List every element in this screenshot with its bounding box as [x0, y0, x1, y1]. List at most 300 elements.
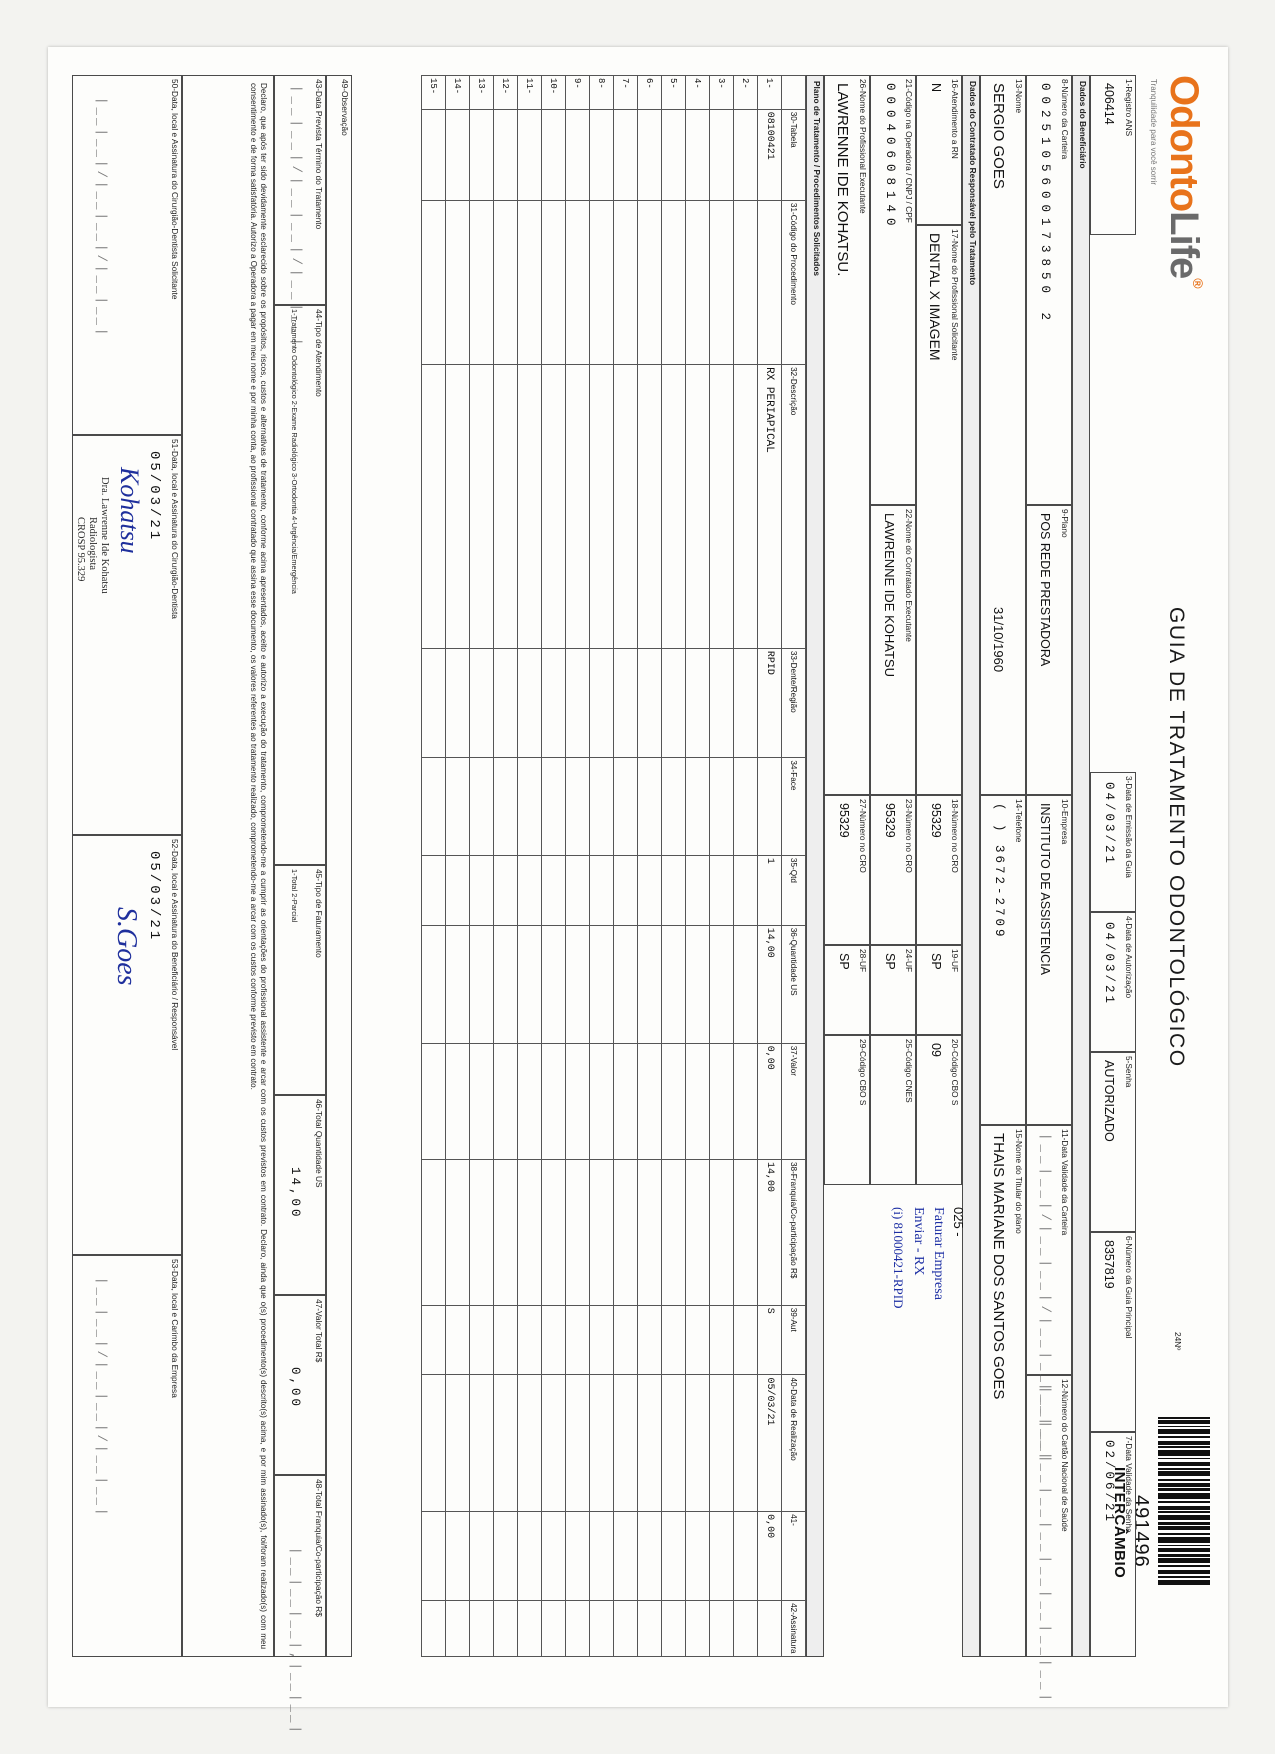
label-contratado-executante: 22-Nome do Contratado Executante [903, 509, 914, 642]
cell-franquia[interactable] [517, 1159, 541, 1305]
cell-motivo[interactable] [589, 1512, 613, 1601]
cell-aut[interactable] [469, 1305, 493, 1375]
header-cell: 34-Face [781, 758, 805, 856]
signature-dentista: Kohatsu [114, 467, 144, 554]
cell-tabela[interactable] [541, 109, 565, 200]
cell-tabela[interactable] [517, 109, 541, 200]
table-row[interactable] [661, 76, 685, 1657]
cell-codigo[interactable] [517, 200, 541, 364]
cell-data[interactable]: 05/03/21 [757, 1375, 781, 1512]
cell-data[interactable] [661, 1375, 685, 1512]
cell-dente[interactable] [613, 648, 637, 758]
cell-qtus[interactable] [661, 925, 685, 1043]
cell-sig[interactable] [685, 1601, 709, 1657]
value-uf-solicitante: SP [928, 953, 943, 970]
cell-sig[interactable] [589, 1601, 613, 1657]
label-registro-ans: 1-Registro ANS [1123, 79, 1134, 137]
cell-valor[interactable]: 0,00 [757, 1043, 781, 1159]
label-senha: 5-Senha [1123, 1056, 1134, 1088]
value-data-prevista-termino: |__|__|/|__|__|/|__|__| [288, 85, 303, 350]
value-cro-solicitante: 95329 [928, 803, 943, 838]
cell-qtd[interactable] [565, 855, 589, 925]
cell-sig[interactable] [733, 1601, 757, 1657]
cell-face[interactable] [493, 758, 517, 856]
section-contratado-label: Dados do Contratado Responsável pelo Tratamento [967, 81, 978, 286]
table-row[interactable] [541, 76, 565, 1657]
cell-data[interactable] [493, 1375, 517, 1512]
cell-tabela[interactable] [733, 109, 757, 200]
cell-sig[interactable] [469, 1601, 493, 1657]
section-contratado [962, 75, 980, 1657]
cell-qtd[interactable] [637, 855, 661, 925]
cell-dente[interactable] [733, 648, 757, 758]
cell-sig[interactable] [517, 1601, 541, 1657]
cell-data[interactable] [565, 1375, 589, 1512]
cell-tabela[interactable] [589, 109, 613, 200]
table-header-row [781, 76, 805, 1657]
label-telefone: 14-Telefone [1013, 799, 1024, 843]
label-cbo-solicitante: 20-Código CBO S [949, 1039, 960, 1106]
cell-valor[interactable] [517, 1043, 541, 1159]
cell-franquia[interactable] [541, 1159, 565, 1305]
row-index: 9- [565, 76, 589, 110]
cell-codigo[interactable] [493, 200, 517, 364]
cell-sig[interactable] [541, 1601, 565, 1657]
cell-motivo[interactable] [733, 1512, 757, 1601]
cell-dente[interactable] [589, 648, 613, 758]
cell-tabela[interactable] [469, 109, 493, 200]
cell-aut[interactable] [709, 1305, 733, 1375]
stamp-dentista-cro: CROSP 95.329 [74, 517, 86, 582]
cell-descricao[interactable] [541, 365, 565, 649]
cell-valor[interactable] [613, 1043, 637, 1159]
label-cro-prof-executante: 27-Número no CRO [857, 799, 868, 873]
header-cell: 39-Aut [781, 1305, 805, 1375]
cell-sig[interactable] [709, 1601, 733, 1657]
cell-franquia[interactable] [469, 1159, 493, 1305]
cell-qtus[interactable] [637, 925, 661, 1043]
row-index: 1- [757, 76, 781, 110]
cell-franquia[interactable] [421, 1159, 445, 1305]
cell-descricao[interactable] [445, 365, 469, 649]
cell-sig[interactable] [493, 1601, 517, 1657]
table-row[interactable] [517, 76, 541, 1657]
value-total-quantidade-us: 14,00 [287, 1167, 302, 1220]
cell-qtus[interactable] [421, 925, 445, 1043]
value-validade-senha: 02/06/21 [1101, 1440, 1116, 1525]
value-empresa: INSTITUTO DE ASSISTENCIA [1037, 803, 1052, 976]
cell-face[interactable] [517, 758, 541, 856]
cell-tabela[interactable] [709, 109, 733, 200]
field-assinatura-solicitante[interactable] [72, 75, 182, 435]
cell-descricao[interactable]: RX PERIAPICAL [757, 365, 781, 649]
table-row[interactable] [589, 76, 613, 1657]
row-index: 14- [445, 76, 469, 110]
cell-data[interactable] [589, 1375, 613, 1512]
cell-tabela[interactable] [421, 109, 445, 200]
label-plano: 9-Plano [1059, 509, 1070, 538]
cell-data[interactable] [517, 1375, 541, 1512]
cell-sig[interactable] [421, 1601, 445, 1657]
cell-qtus[interactable]: 14,00 [757, 925, 781, 1043]
cell-qtus[interactable] [709, 925, 733, 1043]
cell-aut[interactable] [517, 1305, 541, 1375]
cell-tabela[interactable] [565, 109, 589, 200]
row-index: 4- [685, 76, 709, 110]
cell-aut[interactable] [493, 1305, 517, 1375]
label-uf-prof-executante: 28-UF [857, 949, 868, 973]
cell-valor[interactable] [685, 1043, 709, 1159]
cell-descricao[interactable] [565, 365, 589, 649]
cell-qtd[interactable] [733, 855, 757, 925]
cell-sig[interactable] [445, 1601, 469, 1657]
cell-motivo[interactable] [685, 1512, 709, 1601]
value-profissional-solicitante: DENTAL X IMAGEM [926, 233, 943, 361]
cell-franquia[interactable] [445, 1159, 469, 1305]
cell-qtd[interactable] [709, 855, 733, 925]
cell-valor[interactable] [445, 1043, 469, 1159]
table-row[interactable] [685, 76, 709, 1657]
section-beneficiario [1072, 75, 1090, 1657]
label-numero-carteira: 8-Número da Carteira [1059, 79, 1070, 160]
cell-codigo[interactable] [541, 200, 565, 364]
cell-qtd[interactable] [517, 855, 541, 925]
label-nome-titular: 15-Nome do Titular do plano [1013, 1129, 1024, 1234]
label-total-franquia: 48-Total Franquia/Co-participação R$ [313, 1479, 324, 1617]
cell-tabela[interactable] [613, 109, 637, 200]
value-data-beneficiario: 05/03/21 [145, 851, 162, 943]
value-data-solicitante: |__|__|/|__|__|/|__|__| [93, 97, 108, 339]
cell-dente[interactable] [541, 648, 565, 758]
label-total-quantidade-us: 46-Total Quantidade US [313, 1099, 324, 1188]
cell-valor[interactable] [661, 1043, 685, 1159]
cell-face[interactable] [685, 758, 709, 856]
cell-dente[interactable] [421, 648, 445, 758]
header-cell: 37-Valor [781, 1043, 805, 1159]
cell-codigo[interactable] [757, 200, 781, 364]
label-atendimento-rn: 16-Atendimento a RN [949, 79, 960, 159]
header-cell: 40-Data de Realização [781, 1375, 805, 1512]
cell-qtd[interactable] [469, 855, 493, 925]
value-data-dentista: 05/03/21 [145, 451, 162, 543]
cell-qtus[interactable] [541, 925, 565, 1043]
cell-franquia[interactable] [661, 1159, 685, 1305]
cell-face[interactable] [757, 758, 781, 856]
form-version: 24Nº [1172, 1332, 1183, 1351]
label-carimbo-empresa: 53-Data, local e Carimbo da Empresa [169, 1259, 180, 1398]
cell-descricao[interactable] [469, 365, 493, 649]
cell-face[interactable] [613, 758, 637, 856]
section-plano-tratamento-label: Plano de Tratamento / Procedimentos Solicitados [811, 81, 822, 277]
value-uf-prof-executante: SP [836, 953, 851, 970]
cell-descricao[interactable] [421, 365, 445, 649]
options-tipo-atendimento: 1-Tratamento Odontológico 2-Exame Radiológico 3-Ortodontia 4-Urgência/Emergência [289, 309, 299, 594]
cell-codigo[interactable] [685, 200, 709, 364]
cell-dente[interactable] [517, 648, 541, 758]
value-valor-total: 0,00 [287, 1367, 302, 1410]
brand-logo [1161, 75, 1206, 288]
cell-codigo[interactable] [469, 200, 493, 364]
table-row[interactable] [493, 76, 517, 1657]
cell-aut[interactable] [541, 1305, 565, 1375]
cell-motivo[interactable] [445, 1512, 469, 1601]
cell-tabela[interactable]: 08100421 [757, 109, 781, 200]
cell-descricao[interactable] [637, 365, 661, 649]
cell-tabela[interactable] [661, 109, 685, 200]
cell-data[interactable] [733, 1375, 757, 1512]
cell-codigo[interactable] [709, 200, 733, 364]
cell-dente[interactable] [565, 648, 589, 758]
cell-aut[interactable] [565, 1305, 589, 1375]
cell-qtd[interactable]: 1 [757, 855, 781, 925]
cell-dente[interactable] [445, 648, 469, 758]
cell-qtd[interactable] [661, 855, 685, 925]
row-index: 6- [637, 76, 661, 110]
cell-aut[interactable] [733, 1305, 757, 1375]
cell-face[interactable] [661, 758, 685, 856]
cell-data[interactable] [637, 1375, 661, 1512]
label-profissional-solicitante: 17-Nome do Profissional Solicitante [949, 229, 960, 361]
cell-codigo[interactable] [661, 200, 685, 364]
table-row[interactable] [469, 76, 493, 1657]
cell-qtus[interactable] [517, 925, 541, 1043]
cell-motivo[interactable] [637, 1512, 661, 1601]
cell-aut[interactable] [613, 1305, 637, 1375]
row-index: 13- [469, 76, 493, 110]
cell-face[interactable] [541, 758, 565, 856]
cell-codigo[interactable] [421, 200, 445, 364]
cell-motivo[interactable] [565, 1512, 589, 1601]
cell-face[interactable] [445, 758, 469, 856]
cell-face[interactable] [733, 758, 757, 856]
cell-tabela[interactable] [445, 109, 469, 200]
cell-dente[interactable] [709, 648, 733, 758]
cell-aut[interactable] [661, 1305, 685, 1375]
cell-motivo[interactable] [469, 1512, 493, 1601]
cell-data[interactable] [421, 1375, 445, 1512]
field-assinatura-beneficiario[interactable] [72, 835, 182, 1255]
cell-motivo[interactable] [661, 1512, 685, 1601]
cell-data[interactable] [685, 1375, 709, 1512]
row-index: 7- [613, 76, 637, 110]
annotation-line-3: (i) 81000421-RPID [890, 1207, 906, 1309]
stamp-dentista-name: Dra. Lawrenne Ide Kohatsu [98, 477, 110, 594]
cell-motivo[interactable]: 0,00 [757, 1512, 781, 1601]
header-cell: 36-Quantidade US [781, 925, 805, 1043]
table-row[interactable] [637, 76, 661, 1657]
cell-sig[interactable] [661, 1601, 685, 1657]
stamp-dentista-spec: Radiologista [86, 517, 98, 571]
cell-sig[interactable] [757, 1601, 781, 1657]
cell-dente[interactable] [661, 648, 685, 758]
cell-descricao[interactable] [661, 365, 685, 649]
cell-franquia[interactable] [613, 1159, 637, 1305]
field-carimbo-empresa[interactable] [72, 1255, 182, 1657]
cell-codigo[interactable] [445, 200, 469, 364]
cell-motivo[interactable] [421, 1512, 445, 1601]
label-profissional-executante: 26-Nome do Profissional Executante [857, 79, 868, 214]
value-nome-titular: THAIS MARIANE DOS SANTOS GOES [989, 1133, 1007, 1400]
cell-dente[interactable] [637, 648, 661, 758]
cell-valor[interactable] [421, 1043, 445, 1159]
cell-valor[interactable] [589, 1043, 613, 1159]
cell-qtus[interactable] [493, 925, 517, 1043]
cell-qtd[interactable] [493, 855, 517, 925]
cell-codigo[interactable] [733, 200, 757, 364]
label-codigo-operadora: 21-Código na Operadora / CNPJ / CPF [903, 79, 914, 223]
declaration-text: Declaro, que após ter sido devidamente esclarecido sobre os propósitos, riscos, custos e alternativas de tratamento, conforme acima apresentados, aceito e autorizo a execução do tratamento, comprometendo-me a cumprir as orientações do profissional assistente e arcar com os custos previstos em contrato. Declaro, ainda que o(s) procedimento(s) descrito(s) acima, e por mim assinado(s), foi/foram realizado(s) com meu consentimento e de forma satisfatória. Autorizo a Operadora a pagar em meu nome e por minha conta, ao profissional contratado que assina esse documento, os valores referentes ao tratamento realizado, comprometendo-me a arcar com os custos conforme previsto em contrato. [248, 83, 268, 1649]
cell-qtus[interactable] [565, 925, 589, 1043]
cell-qtd[interactable] [445, 855, 469, 925]
value-cbo-solicitante: 09 [928, 1043, 943, 1057]
label-assinatura-solicitante: 50-Data, local e Assinatura do Cirurgião-Dentista Solicitante [169, 79, 180, 300]
cell-valor[interactable] [541, 1043, 565, 1159]
cell-franquia[interactable] [685, 1159, 709, 1305]
cell-tabela[interactable] [493, 109, 517, 200]
cell-qtd[interactable] [541, 855, 565, 925]
table-row[interactable] [709, 76, 733, 1657]
value-plano: POS REDE PRESTADORA [1037, 513, 1052, 667]
cell-qtd[interactable] [421, 855, 445, 925]
table-row[interactable] [565, 76, 589, 1657]
label-valor-total: 47-Valor Total R$ [313, 1299, 324, 1363]
cell-qtus[interactable] [613, 925, 637, 1043]
cell-franquia[interactable] [733, 1159, 757, 1305]
cell-qtus[interactable] [445, 925, 469, 1043]
header-index [781, 76, 805, 110]
cell-dente[interactable]: RPID [757, 648, 781, 758]
cell-aut[interactable] [637, 1305, 661, 1375]
table-row[interactable] [733, 76, 757, 1657]
signature-beneficiario: S.Goes [110, 907, 142, 986]
table-row[interactable] [613, 76, 637, 1657]
cell-franquia[interactable] [493, 1159, 517, 1305]
label-assinatura-dentista: 51-Data, local e Assinatura do Cirurgião-Dentista [169, 439, 180, 619]
cell-face[interactable] [565, 758, 589, 856]
cell-face[interactable] [709, 758, 733, 856]
cell-sig[interactable] [613, 1601, 637, 1657]
cell-data[interactable] [613, 1375, 637, 1512]
value-guia-principal: 8357819 [1101, 1240, 1116, 1289]
cell-face[interactable] [589, 758, 613, 856]
value-data-empresa: |__|__|/|__|__|/|__|__| [93, 1277, 108, 1519]
value-data-nascimento: 31/10/1960 [990, 607, 1006, 673]
value-cro-prof-executante: 95329 [836, 803, 851, 838]
header-cell: 42-Assinatura [781, 1601, 805, 1657]
cell-codigo[interactable] [589, 200, 613, 364]
cell-face[interactable] [421, 758, 445, 856]
cell-qtd[interactable] [613, 855, 637, 925]
cell-codigo[interactable] [565, 200, 589, 364]
cell-face[interactable] [637, 758, 661, 856]
cell-valor[interactable] [493, 1043, 517, 1159]
cell-valor[interactable] [469, 1043, 493, 1159]
cell-qtd[interactable] [685, 855, 709, 925]
cell-qtus[interactable] [685, 925, 709, 1043]
cell-codigo[interactable] [613, 200, 637, 364]
cell-franquia[interactable]: 14,00 [757, 1159, 781, 1305]
cell-aut[interactable] [421, 1305, 445, 1375]
cell-franquia[interactable] [637, 1159, 661, 1305]
cell-qtus[interactable] [589, 925, 613, 1043]
cell-franquia[interactable] [709, 1159, 733, 1305]
row-index: 10- [541, 76, 565, 110]
table-row[interactable] [421, 76, 445, 1657]
cell-sig[interactable] [565, 1601, 589, 1657]
barcode-tag: INTERCÂMBIO [1110, 1467, 1128, 1579]
barcode [1158, 1417, 1210, 1657]
procedures-grid [421, 75, 806, 1657]
cell-aut[interactable] [685, 1305, 709, 1375]
label-empresa: 10-Empresa [1059, 799, 1070, 845]
table-row[interactable] [757, 76, 781, 1657]
cell-franquia[interactable] [565, 1159, 589, 1305]
section-plano-tratamento [806, 75, 824, 1657]
cell-descricao[interactable] [517, 365, 541, 649]
cell-data[interactable] [469, 1375, 493, 1512]
cell-tabela[interactable] [685, 109, 709, 200]
cell-motivo[interactable] [493, 1512, 517, 1601]
cell-qtd[interactable] [589, 855, 613, 925]
row-index: 5- [661, 76, 685, 110]
cell-data[interactable] [541, 1375, 565, 1512]
cell-descricao[interactable] [493, 365, 517, 649]
cell-valor[interactable] [733, 1043, 757, 1159]
cell-qtus[interactable] [733, 925, 757, 1043]
cell-motivo[interactable] [541, 1512, 565, 1601]
label-validade-carteira: 11-Data Validade da Carteira [1059, 1129, 1070, 1236]
cell-data[interactable] [709, 1375, 733, 1512]
label-tipo-faturamento: 45-Tipo de Faturamento [313, 869, 324, 958]
label-cns: 12-Número do Cartão Nacional de Saúde [1059, 1379, 1070, 1532]
cell-motivo[interactable] [517, 1512, 541, 1601]
cell-valor[interactable] [637, 1043, 661, 1159]
brand-name-odonto: Odonto [1161, 75, 1206, 212]
value-profissional-executante: LAWRENNE IDE KOHATSU. [833, 83, 851, 277]
cell-motivo[interactable] [613, 1512, 637, 1601]
value-telefone: ( ) 3672-2709 [991, 803, 1006, 940]
cell-valor[interactable] [709, 1043, 733, 1159]
cell-aut[interactable] [445, 1305, 469, 1375]
cell-aut[interactable] [589, 1305, 613, 1375]
field-observacao[interactable] [326, 75, 352, 1657]
cell-valor[interactable] [565, 1043, 589, 1159]
value-numero-carteira: 0025105600173850 2 [1037, 83, 1052, 327]
value-data-emissao: 04/03/21 [1101, 782, 1116, 867]
cell-dente[interactable] [493, 648, 517, 758]
cell-codigo[interactable] [637, 200, 661, 364]
cell-data[interactable] [445, 1375, 469, 1512]
cell-descricao[interactable] [685, 365, 709, 649]
cell-sig[interactable] [637, 1601, 661, 1657]
cell-descricao[interactable] [733, 365, 757, 649]
cell-descricao[interactable] [589, 365, 613, 649]
cell-qtus[interactable] [469, 925, 493, 1043]
header-cell: 41- [781, 1512, 805, 1601]
cell-dente[interactable] [469, 648, 493, 758]
cell-tabela[interactable] [637, 109, 661, 200]
cell-descricao[interactable] [709, 365, 733, 649]
cell-face[interactable] [469, 758, 493, 856]
table-row[interactable] [445, 76, 469, 1657]
cell-motivo[interactable] [709, 1512, 733, 1601]
cell-descricao[interactable] [613, 365, 637, 649]
cell-franquia[interactable] [589, 1159, 613, 1305]
cell-aut[interactable]: S [757, 1305, 781, 1375]
label-cnes: 25-Código CNES [903, 1039, 914, 1103]
header-cell: 33-Dente/Região [781, 648, 805, 758]
cell-dente[interactable] [685, 648, 709, 758]
